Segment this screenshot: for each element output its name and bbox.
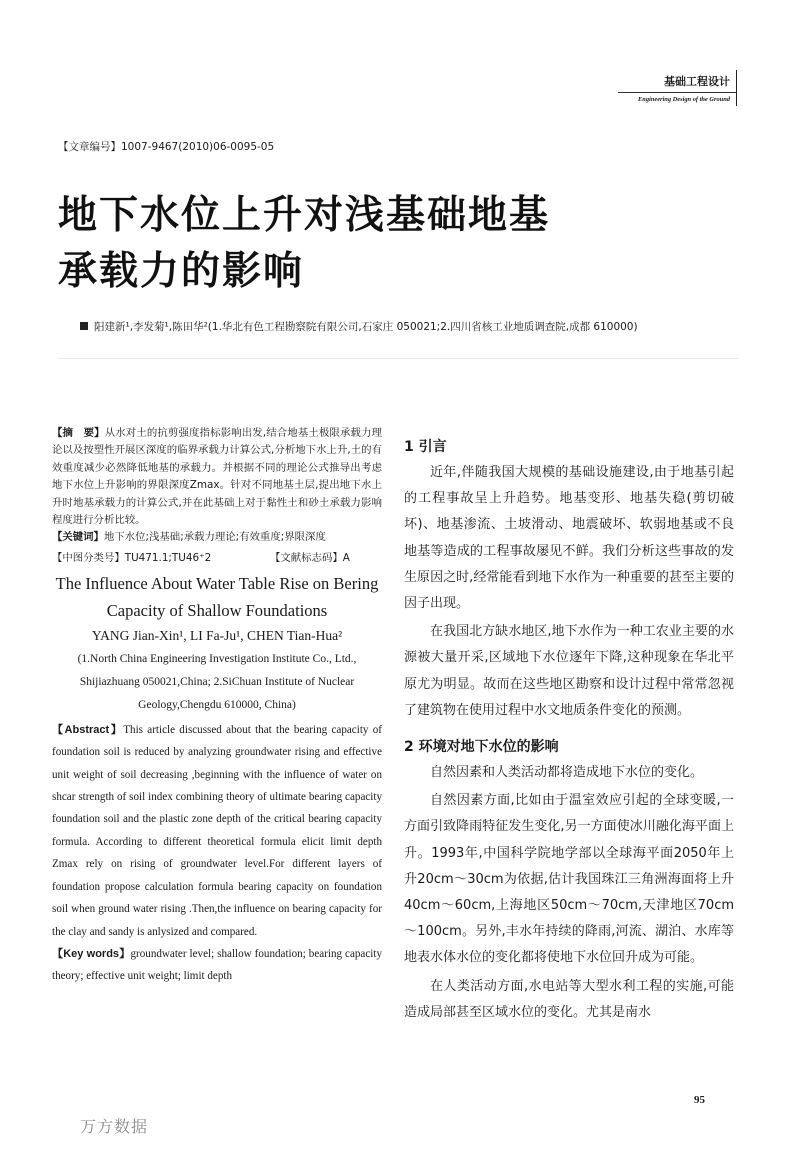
header-rule (618, 92, 736, 93)
english-title-line-2: Capacity of Shallow Foundations (106, 600, 328, 620)
title-line-2: 承载力的影响 (58, 249, 305, 294)
bullet-square-icon (80, 322, 88, 330)
keywords-cn (52, 529, 382, 546)
section-1-paragraph-1: 近年,伴随我国大规模的基础设施建设,由于地基引起的工程事故呈上升趋势。地基变形、地基失稳(剪切破坏)、地基渗流、土坡滑动、地震破坏、软弱地基或不良地基等造成的工程事故屡见不鲜。我们分析这些事故的发生原因之时,经常能看到地下水作为一种重要的甚至主要的因子出现。 (404, 465, 734, 612)
abstract-cn (52, 425, 382, 529)
journal-name-en: Engineering Design of the Ground (638, 96, 730, 103)
affiliation-line-2: Shijiazhuang 050021,China; 2.SiChuan Institute of Nuclear (79, 675, 355, 688)
affiliation-line-1: (1.North China Engineering Investigation Institute Co., Ltd., (77, 652, 357, 665)
divider (58, 358, 738, 359)
section-2-paragraph-1: 自然因素和人类活动都将造成地下水位的变化。 (430, 765, 704, 781)
english-title (52, 570, 382, 624)
running-header (600, 70, 737, 106)
abstract-cn-text: 从水对土的抗剪强度指标影响出发,结合地基土极限承载力理论以及按塑性开展区深度的临界承载力计算公式,分析地下水上升,土的有效重度减少必然降低地基的承载力。并根据不同的理论公式推导出考虑地下水位上升影响的界限深度Zmax。针对不同地基土层,提出地下水上升时地基承载力的计算公式,并在此基础上对于黏性土和砂土承载力影响程度进行分析比较。 (52, 427, 382, 527)
abstract-en-text: This article discussed about that the bearing capacity of foundation soil is reduced by analyzing groundwater rising and effective unit weight of soil decreasing ,beginning with the influence of water on shcar strength of soil index combining theory of ultimate bearing capacity foundation soil and the plastic zone depth of the critical bearing capacity formula. According to different theoretical formula elicit limit depth Zmax rely on rising of groundwater level.For different layers of foundation propose calculation formula bearing capacity on foundation soil when ground water rising .Then,the influence on bearing capacity for the clay and sandy is anlysized and compared. (52, 723, 382, 938)
right-column (404, 434, 734, 1026)
section-1-paragraph-2: 在我国北方缺水地区,地下水作为一种工农业主要的水源被大量开采,区域地下水位逐年下降,这种现象在华北平原尤为明显。故而在这些地区勘察和设计过程中常常忽视了建筑物在使用过程中水文地质条件变化的预测。 (404, 624, 734, 718)
author-line (80, 319, 760, 334)
keywords-en (52, 943, 382, 988)
affiliation-line-3: Geology,Chengdu 610000, China) (138, 698, 296, 711)
section-2-paragraph-3: 在人类活动方面,水电站等大型水利工程的实施,可能造成局部甚至区域水位的变化。尤其是南水 (404, 978, 734, 1020)
page-number: 95 (694, 1094, 705, 1106)
watermark: 万方数据 (80, 1117, 149, 1136)
keywords-cn-label: 【关键词】 (52, 531, 104, 544)
section-2-heading: 2 环境对地下水位的影响 (404, 739, 559, 756)
english-title-line-1: The Influence About Water Table Rise on Bering (55, 573, 379, 593)
section-1-heading: 1 引言 (404, 439, 447, 455)
abstract-cn-label: 【摘 要】 (52, 427, 105, 439)
paper-title (58, 188, 550, 300)
keywords-cn-text: 地下水位;浅基础;承载力理论;有效重度;界限深度 (103, 531, 326, 544)
keywords-en-label: 【Key words】 (52, 947, 131, 960)
section-2-paragraph-2: 自然因素方面,比如由于温室效应引起的全球变暖,一方面引致降雨特征发生变化,另一方面使冰川融化海平面上升。1993年,中国科学院地学部以全球海平面2050年上升20cm～30cm为依据,估计我国珠江三角洲海面将上升40cm～60cm,上海地区50cm～70cm,天津地区70cm～100cm。另外,丰水年持续的降雨,河流、湖泊、水库等地表水体水位的变化都将使地下水位回升成为可能。 (404, 793, 734, 966)
keywords-en-text: groundwater level; shallow foundation; bearing capacity theory; effective unit weight; limit depth (52, 947, 382, 983)
document-code: 【文献标志码】A (270, 551, 350, 564)
title-line-1: 地下水位上升对浅基础地基 (58, 193, 551, 238)
journal-name-cn: 基础工程设计 (664, 75, 730, 88)
abstract-en (52, 719, 382, 943)
left-column (52, 425, 382, 988)
article-number: 【文章编号】1007-9467(2010)06-0095-05 (58, 141, 275, 153)
classification-row (52, 549, 382, 567)
abstract-en-label: 【Abstract】 (52, 723, 124, 736)
english-affiliations (52, 648, 382, 717)
authors-text: 阳建新¹,李发菊¹,陈田华²(1.华北有色工程勘察院有限公司,石家庄 050021;2.四川省核工业地质调查院,成都 610000) (94, 321, 638, 333)
english-authors: YANG Jian-Xin¹, LI Fa-Ju¹, CHEN Tian-Hua² (91, 627, 343, 643)
clc-number: 【中图分类号】TU471.1;TU46⁺2 (52, 551, 212, 564)
